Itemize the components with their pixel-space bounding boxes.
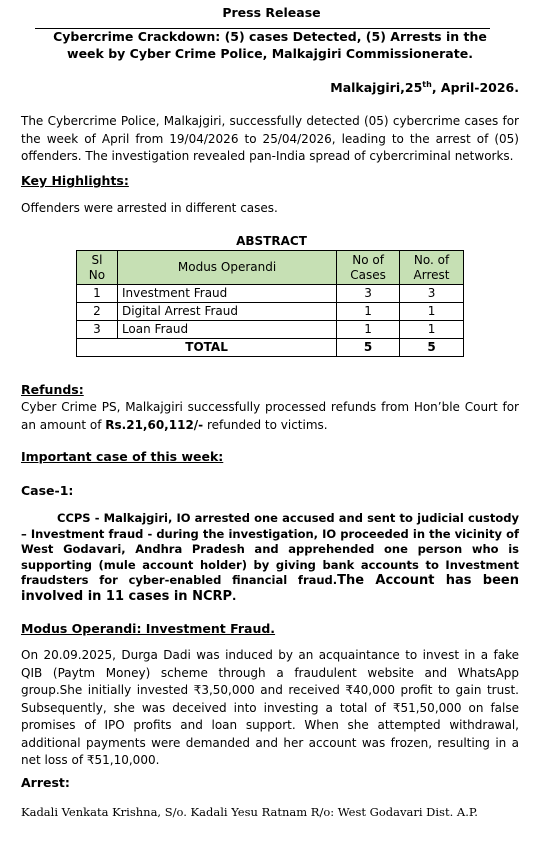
total-arrest: 5	[400, 339, 464, 357]
headline	[30, 28, 510, 62]
dateline	[330, 80, 519, 95]
modus-operandi-paragraph: On 20.09.2025, Durga Dadi was induced by an acquaintance to invest in a fake QIB (Paytm Money) scheme through a fraudulent website and WhatsApp group.She initially invested ₹3,50,000 and received ₹40,000 profit to gain trust. Subsequently, she was deceived into investing a total of ₹51,50,000 on false promises of IPO profits and loan support. When she attempted withdrawal, additional payments were demanded and her account was frozen, resulting in a net loss of ₹51,10,000.	[21, 648, 519, 767]
row-arrest: 1	[400, 303, 464, 321]
row-cases: 1	[337, 321, 400, 339]
table-header-row	[77, 251, 464, 285]
col-no-of-arrest: No. of Arrest	[400, 251, 464, 285]
refunds-heading: Refunds:	[21, 382, 84, 397]
case-text: CCPS - Malkajgiri, IO arrested one accused and sent to judicial custody – Investment fraud - during the investigation, IO proceeded in the vicinity of West Godavari, Andhra Pradesh and apprehended one person who is supporting (mule account holder) by giving bank accounts to Investment fraudsters for cyber-enabled financial fraud.	[21, 511, 519, 587]
col-sl-no: Sl No	[77, 251, 118, 285]
table-row	[77, 285, 464, 303]
arrest-details: Kadali Venkata Krishna, S/o. Kadali Yesu Ratnam R/o: West Godavari Dist. A.P.	[21, 805, 478, 819]
case-description	[21, 511, 519, 604]
abstract-table	[76, 250, 464, 357]
date-prefix: Malkajgiri,25	[330, 80, 423, 96]
key-highlights-heading: Key Highlights:	[21, 173, 129, 188]
row-cases: 1	[337, 303, 400, 321]
col-no-of-cases: No of Cases	[337, 251, 400, 285]
table-row	[77, 303, 464, 321]
date-superscript: th	[422, 80, 432, 89]
abstract-title: ABSTRACT	[236, 234, 307, 248]
table-total-row	[77, 339, 464, 357]
refunds-paragraph	[21, 399, 519, 434]
total-cases: 5	[337, 339, 400, 357]
intro-paragraph: The Cybercrime Police, Malkajgiri, successfully detected (05) cybercrime cases for the week of April from 19/04/2026 to 25/04/2026, leading to the arrest of (05) offenders. The investigation revealed pan-India spread of cybercriminal networks.	[21, 114, 519, 163]
headline-line-1: Cybercrime Crackdown: (5) cases Detected, (5) Arrests in the	[53, 29, 487, 44]
total-label: TOTAL	[77, 339, 337, 357]
row-sl: 3	[77, 321, 118, 339]
row-modus: Digital Arrest Fraud	[117, 303, 336, 321]
row-modus: Loan Fraud	[117, 321, 336, 339]
col-modus-operandi: Modus Operandi	[117, 251, 336, 285]
case-highlight: The Account has been involved in 11 cases in NCRP	[21, 573, 520, 604]
row-sl: 1	[77, 285, 118, 303]
row-arrest: 1	[400, 321, 464, 339]
important-case-heading: Important case of this week:	[21, 449, 224, 464]
case-label: Case-1:	[21, 483, 74, 498]
case-end: .	[232, 588, 237, 603]
highlights-text: Offenders were arrested in different cases.	[21, 201, 278, 215]
press-release-title: Press Release	[222, 5, 321, 20]
date-suffix: , April-2026.	[431, 80, 519, 96]
row-cases: 3	[337, 285, 400, 303]
row-sl: 2	[77, 303, 118, 321]
modus-operandi-heading: Modus Operandi: Investment Fraud.	[21, 621, 276, 636]
headline-line-2: week by Cyber Crime Police, Malkajgiri Commissionerate.	[67, 46, 473, 61]
row-arrest: 3	[400, 285, 464, 303]
refunds-text-after: refunded to victims.	[203, 417, 328, 432]
table-row	[77, 321, 464, 339]
arrest-heading: Arrest:	[21, 775, 70, 790]
refund-amount: Rs.21,60,112/-	[105, 417, 204, 432]
refunds-text-before: Cyber Crime PS, Malkajgiri successfully processed refunds from Hon’ble Court for an amount of	[21, 400, 519, 432]
row-modus: Investment Fraud	[117, 285, 336, 303]
